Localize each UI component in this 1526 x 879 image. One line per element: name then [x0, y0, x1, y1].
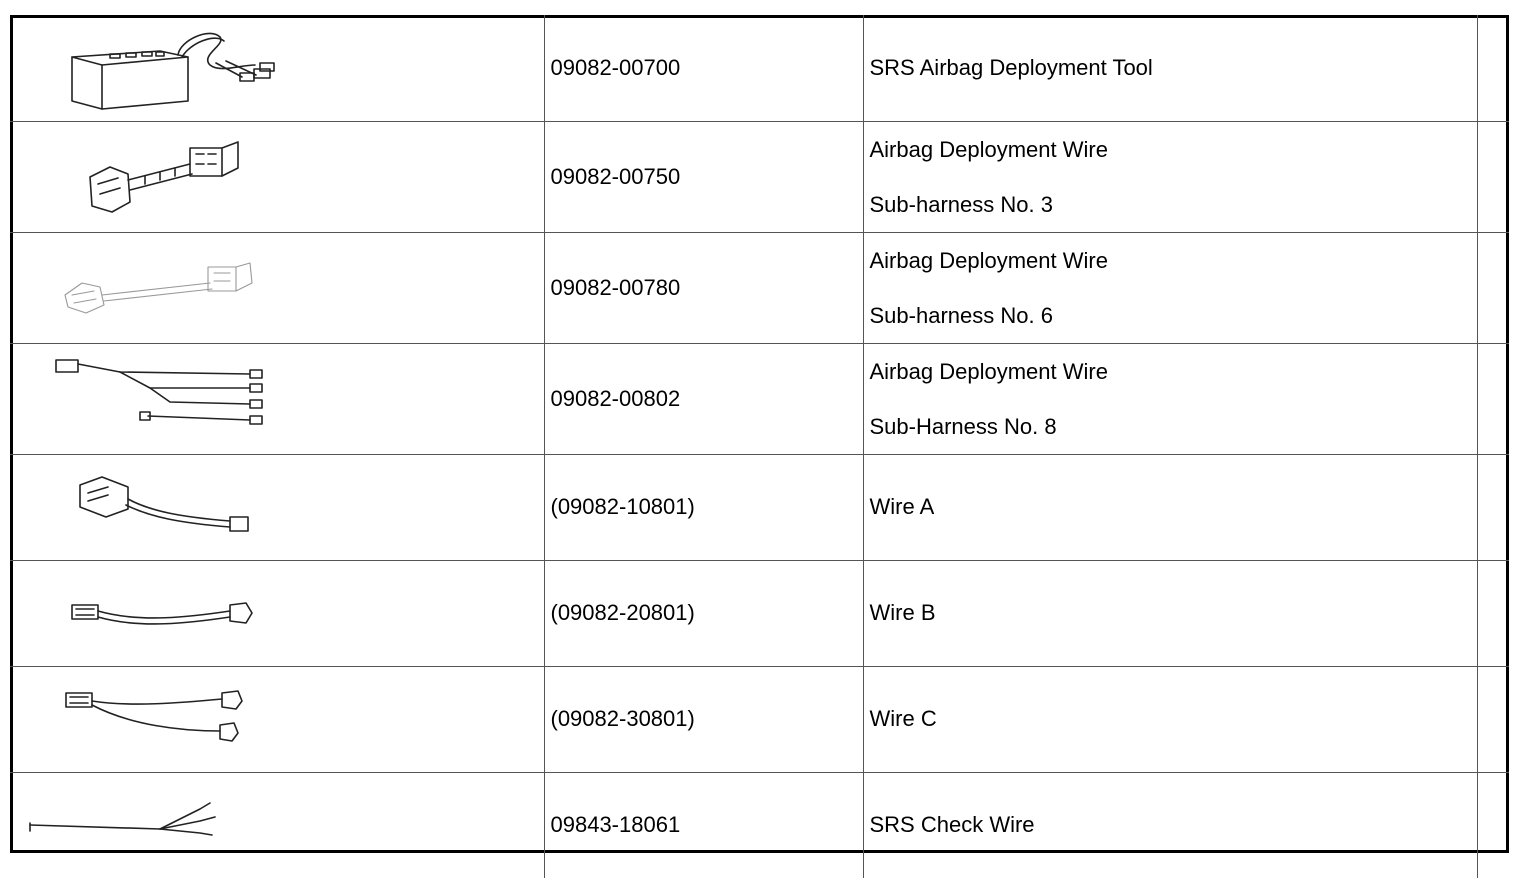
remarks-cell — [1477, 121, 1509, 232]
remarks-cell — [1477, 232, 1509, 343]
tool-name-cell — [863, 560, 1477, 666]
wire-c-icon — [10, 667, 544, 773]
tool-name: Wire B — [869, 599, 936, 625]
tool-illustration-cell — [10, 15, 544, 121]
wire-b-icon — [10, 561, 544, 667]
tool-name-line-2: Sub-harness No. 3 — [869, 191, 1053, 217]
table-row — [10, 15, 1509, 121]
srs-check-wire-icon — [10, 773, 544, 879]
tool-name: Wire A — [869, 493, 935, 519]
tool-name-cell — [863, 343, 1477, 454]
part-number: 09082-00780 — [550, 274, 681, 300]
table-row — [10, 232, 1509, 343]
part-number-cell — [544, 232, 863, 343]
tool-name: SRS Airbag Deployment Tool — [869, 54, 1153, 80]
tool-name: SRS Check Wire — [869, 812, 1035, 838]
table-row — [10, 343, 1509, 454]
tool-illustration-cell — [10, 232, 544, 343]
tool-illustration-cell — [10, 343, 544, 454]
wire-a-icon — [10, 455, 544, 561]
part-number-cell — [544, 666, 863, 772]
tool-name-cell — [863, 121, 1477, 232]
part-number-cell — [544, 560, 863, 666]
tool-name: Wire C — [869, 705, 937, 731]
tool-name-cell — [863, 15, 1477, 121]
part-number-cell — [544, 15, 863, 121]
tool-name-line-2: Sub-harness No. 6 — [869, 302, 1053, 328]
tool-name-line-1: Airbag Deployment Wire — [869, 247, 1108, 273]
part-number-cell — [544, 343, 863, 454]
tool-name-line-2: Sub-Harness No. 8 — [869, 413, 1057, 439]
part-number-cell — [544, 772, 863, 878]
tool-illustration-cell — [10, 772, 544, 878]
part-number: 09082-00802 — [550, 385, 681, 411]
table-row — [10, 666, 1509, 772]
tool-name-cell — [863, 772, 1477, 878]
part-number: (09082-30801) — [550, 706, 695, 731]
sub-harness-3-icon — [10, 122, 544, 228]
table-row — [10, 121, 1509, 232]
deployment-tool-box-icon — [10, 15, 544, 121]
tool-name-cell — [863, 666, 1477, 772]
part-number: (09082-10801) — [550, 494, 695, 519]
remarks-cell — [1477, 772, 1509, 878]
table-row — [10, 772, 1509, 878]
part-number: 09082-00700 — [550, 54, 681, 80]
tool-illustration-cell — [10, 666, 544, 772]
tool-illustration-cell — [10, 560, 544, 666]
remarks-cell — [1477, 343, 1509, 454]
tool-name-line-1: Airbag Deployment Wire — [869, 358, 1108, 384]
tool-name-line-1: Airbag Deployment Wire — [869, 136, 1108, 162]
sub-harness-6-icon — [10, 233, 544, 339]
part-number-cell — [544, 121, 863, 232]
remarks-cell — [1477, 15, 1509, 121]
table-row — [10, 560, 1509, 666]
part-number: (09082-20801) — [550, 600, 695, 625]
special-tools-table — [10, 15, 1509, 878]
sub-harness-8-icon — [10, 344, 544, 450]
tool-name-cell — [863, 232, 1477, 343]
tool-illustration-cell — [10, 121, 544, 232]
remarks-cell — [1477, 454, 1509, 560]
tool-illustration-cell — [10, 454, 544, 560]
remarks-cell — [1477, 560, 1509, 666]
part-number: 09843-18061 — [550, 812, 681, 838]
special-tools-table-frame — [10, 15, 1509, 853]
remarks-cell — [1477, 666, 1509, 772]
part-number-cell — [544, 454, 863, 560]
table-row — [10, 454, 1509, 560]
part-number: 09082-00750 — [550, 163, 681, 189]
tool-name-cell — [863, 454, 1477, 560]
